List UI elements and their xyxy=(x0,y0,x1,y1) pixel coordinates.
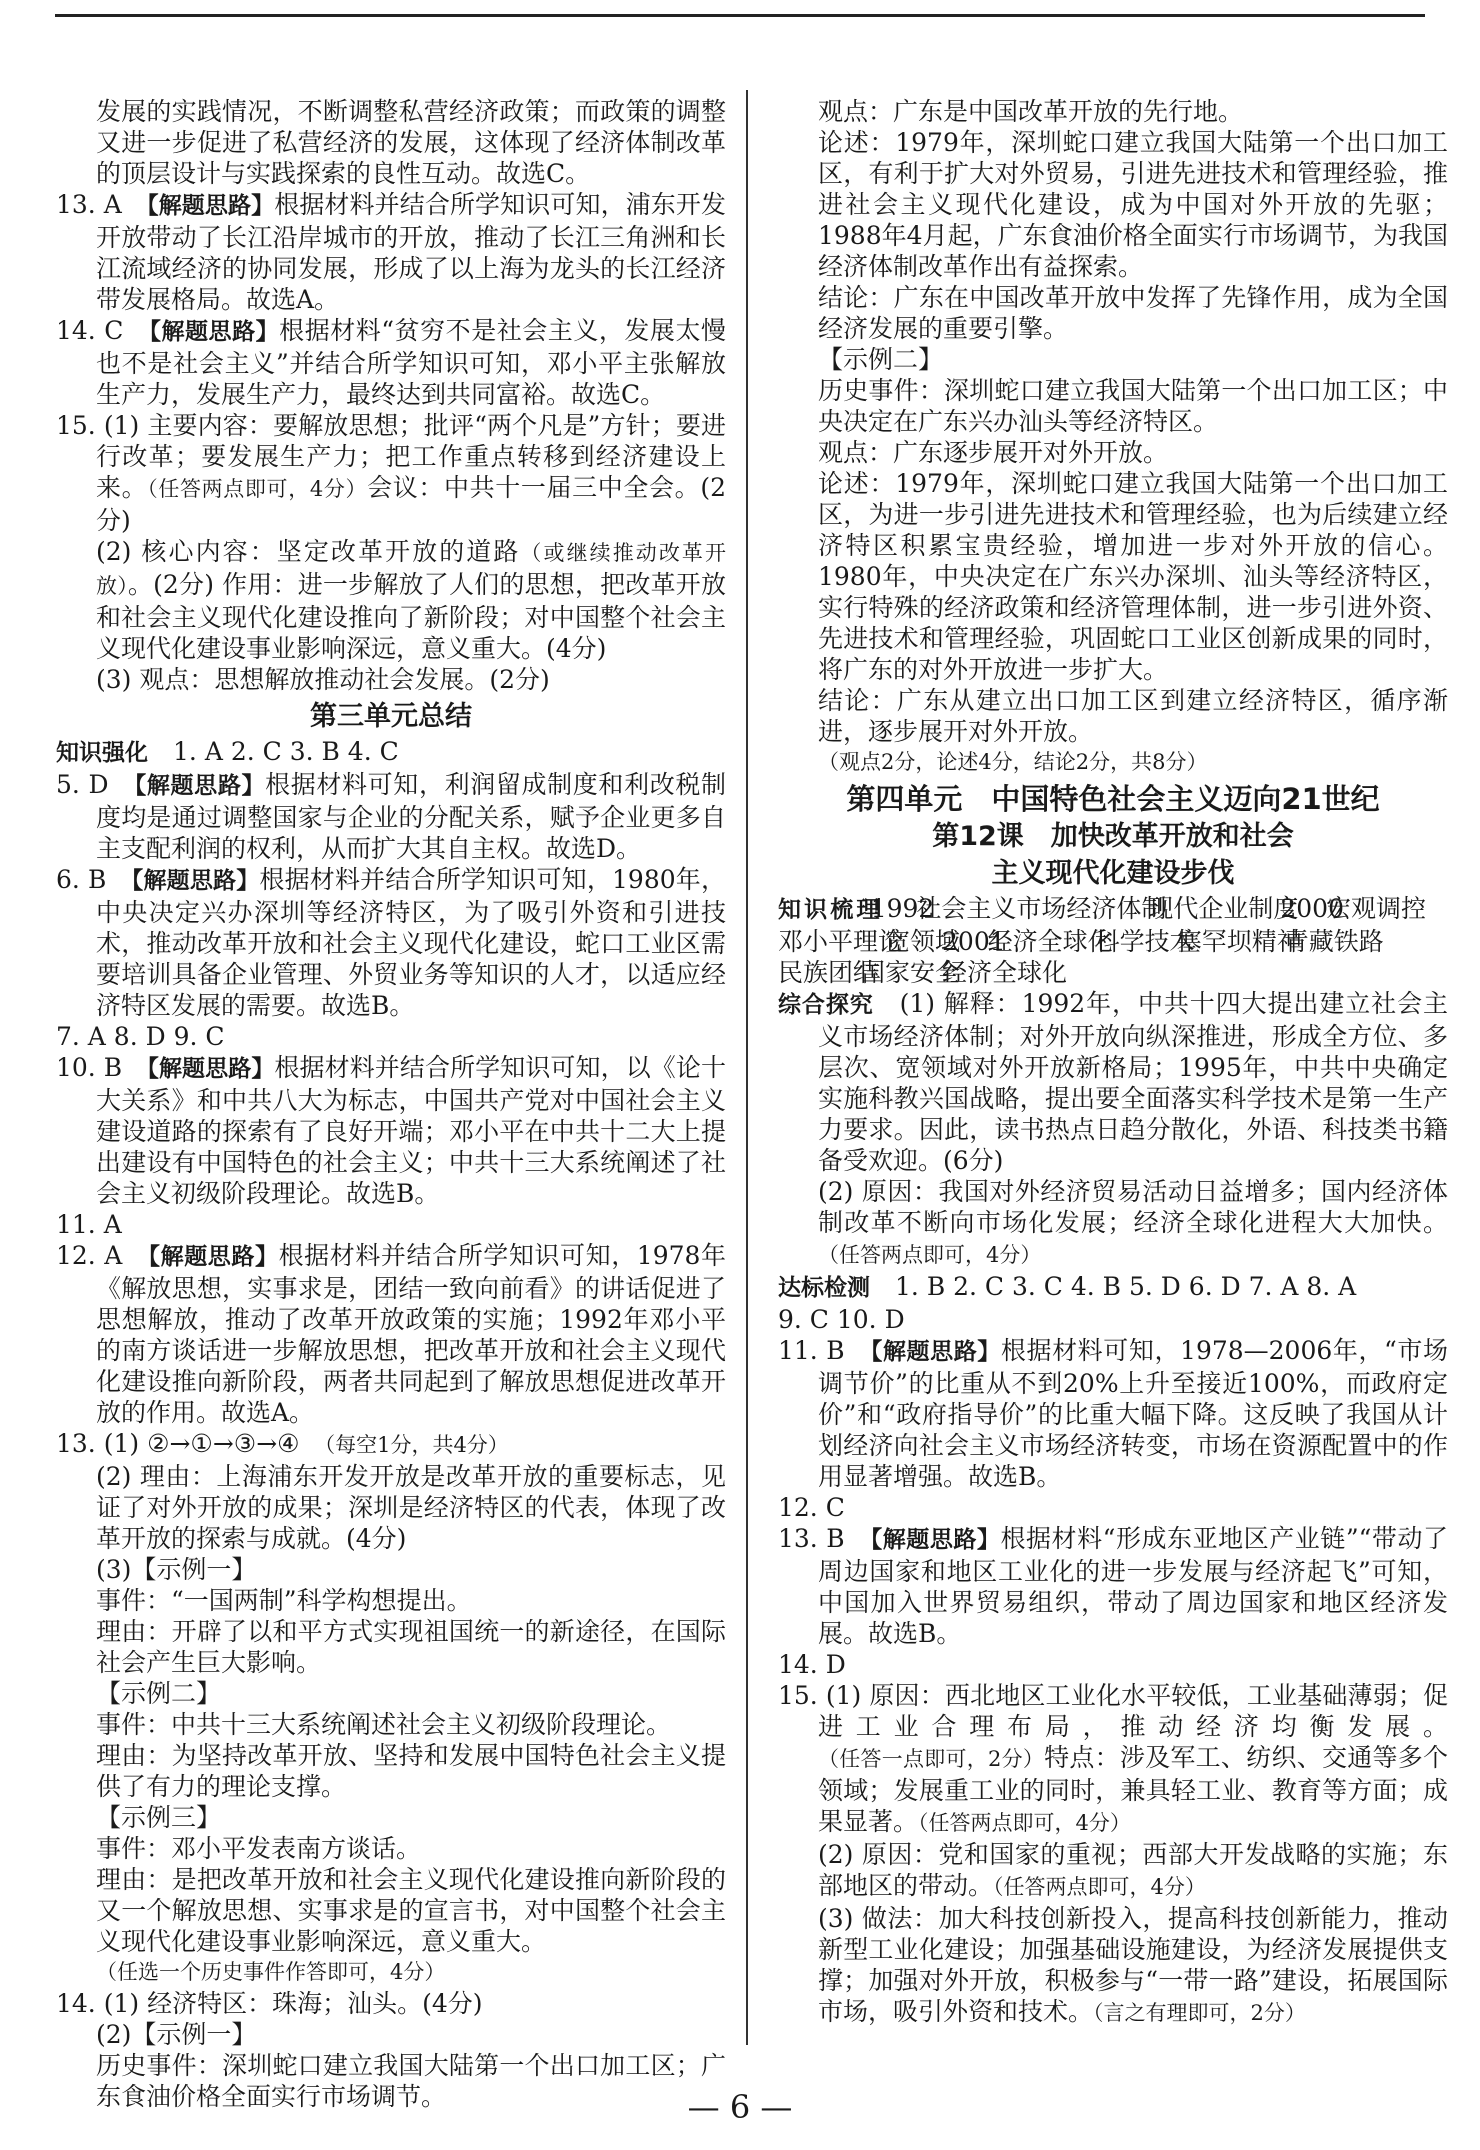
lesson-title-line2: 主义现代化建设步伐 xyxy=(991,858,1235,889)
answer-7-9: 7. A 8. D 9. C xyxy=(56,1022,225,1051)
lesson-title: 第12课 加快改革开放和社会 xyxy=(932,821,1294,852)
example-3: 【示例三】 xyxy=(96,1803,222,1832)
knowledge-outline: 知识梳理 1992社会主义市场经济体制现代企业制度2000宏观调控邓小平理论宽领域2001经济全球化科学技术塞罕坝精神青藏铁路民族团结国家安全经济全球化 xyxy=(778,894,1426,987)
right-column xyxy=(778,96,1448,2029)
example-reason: 理由：开辟了以和平方式实现祖国统一的新途径，在国际社会产生巨大影响。 xyxy=(96,1617,726,1677)
answer-15-3: (3) 观点：思想解放推动社会发展。(2分) xyxy=(96,665,550,694)
comprehensive-inquiry-1: 综合探究 (1) 解释：1992年，中共十四大提出建立社会主义市场经济体制；对外开放向纵深推进，形成全方位、多层次、宽领域对外开放新格局；1995年，中共中央确定实施科教兴国战略，提出要全面落实科学技术是第一生产力要求。因此，读书热点日趋分散化，外语、科技类书籍备受欢迎。(6分) xyxy=(778,989,1448,1175)
answer-5: 5. D 【解题思路】根据材料可知，利润留成制度和利改税制度均是通过调整国家与企业的分配关系，赋予企业更多自主支配利润的权利，从而扩大其自主权。故选D。 xyxy=(56,770,726,863)
answer-12: 12. C xyxy=(778,1493,845,1522)
example-2: 【示例二】 xyxy=(96,1679,222,1708)
answer-14: 14. C 【解题思路】根据材料“贫穷不是社会主义，发展太慢也不是社会主义”并结合所学知识可知，邓小平主张解放生产力，发展生产力，最终达到共同富裕。故选C。 xyxy=(56,316,726,409)
knowledge-reinforce: 知识强化 1. A 2. C 3. B 4. C xyxy=(56,737,399,766)
viewpoint: 观点：广东是中国改革开放的先行地。 xyxy=(818,97,1244,126)
answer-13-2: (2) 理由：上海浦东开发开放是改革开放的重要标志，见证了对外开放的成果；深圳是经济特区的代表，体现了改革开放的探索与成就。(4分) xyxy=(96,1462,726,1553)
answer-6: 6. B 【解题思路】根据材料并结合所学知识可知，1980年，中央决定兴办深圳等经济特区，为了吸引外资和引进技术，推动改革开放和社会主义现代化建设，蛇口工业区需要培训具备企业管理、外贸业务等知识的人才，以适应经济特区发展的需要。故选B。 xyxy=(56,865,726,1020)
answer-14: 14. D xyxy=(778,1650,846,1679)
unit3-summary-title: 第三单元总结 xyxy=(310,701,472,732)
answer-13: 13. A 【解题思路】根据材料并结合所学知识可知，浦东开发开放带动了长江沿岸城市的开放，推动了长江三角洲和长江流域经济的协同发展，形成了以上海为龙头的长江经济带发展格局。故选A。 xyxy=(56,190,726,314)
answer-11: 11. B 【解题思路】根据材料可知，1978—2006年，“市场调节价”的比重从不到20%上升至接近100%，而政府定价”和“政府指导价”的比重大幅下降。这反映了我国从计划经济向社会主义市场经济转变，市场在资源配置中的作用显著增强。故选B。 xyxy=(778,1336,1449,1491)
answer-14-2: (2)【示例一】 xyxy=(96,2020,257,2049)
answer-15-1: 15. (1) 原因：西北地区工业化水平较低，工业基础薄弱；促进工业合理布局，推动经济均衡发展。（任答一点即可，2分）特点：涉及军工、纺织、交通等多个领域；发展重工业的同时，兼具轻工业、教育等方面；成果显著。（任答两点即可，4分） xyxy=(778,1681,1448,1836)
example-event: 事件：“一国两制”科学构想提出。 xyxy=(96,1586,472,1615)
example-event: 历史事件：深圳蛇口建立我国大陆第一个出口加工区；中央决定在广东兴办汕头等经济特区。 xyxy=(818,376,1448,436)
left-column xyxy=(56,96,726,2112)
answer-10: 10. B 【解题思路】根据材料并结合所学知识可知，以《论十大关系》和中共八大为标志，中国共产党对中国社会主义建设道路的探索有了良好开端；邓小平在中共十二大上提出建设有中国特色的社会主义；中共十三大系统阐述了社会主义初级阶段理论。故选B。 xyxy=(56,1053,726,1208)
example-reason: 理由：为坚持改革开放、坚持和发展中国特色社会主义提供了有力的理论支撑。 xyxy=(96,1741,726,1801)
example-2: 【示例二】 xyxy=(818,345,944,374)
page-number: — 6 — xyxy=(687,2088,793,2126)
scoring-note: （观点2分，论述4分，结论2分，共8分） xyxy=(818,750,1208,774)
scoring-note: （任选一个历史事件作答即可，4分） xyxy=(96,1960,446,1984)
answer-13-3: (3)【示例一】 xyxy=(96,1555,257,1584)
answer-15-2: (2) 核心内容：坚定改革开放的道路（或继续推动改革开放）。(2分) 作用：进一步解放了人们的思想，把改革开放和社会主义现代化建设推向了新阶段；对中国整个社会主义现代化建设事业影响深远，意义重大。(4分) xyxy=(96,537,726,663)
answer-12: 12. A 【解题思路】根据材料并结合所学知识可知，1978年《解放思想，实事求是，团结一致向前看》的讲话促进了思想解放，推动了改革开放政策的实施；1992年邓小平的南方谈话进一步解放思想，把改革开放和社会主义现代化建设推向新阶段，两者共同起到了解放思想促进改革开放的作用。故选A。 xyxy=(56,1241,727,1427)
top-rule xyxy=(55,14,1425,17)
example-event: 历史事件：深圳蛇口建立我国大陆第一个出口加工区；广东食油价格全面实行市场调节。 xyxy=(96,2051,726,2111)
standard-test: 达标检测 1. B 2. C 3. C 4. B 5. D 6. D 7. A 8. A xyxy=(778,1272,1357,1301)
answer-13-1: 13. (1) ②→①→③→④ （每空1分，共4分） xyxy=(56,1429,509,1458)
standard-test-2: 9. C 10. D xyxy=(778,1305,905,1334)
example-event: 事件：中共十三大系统阐述社会主义初级阶段理论。 xyxy=(96,1710,672,1739)
answer-13: 13. B 【解题思路】根据材料“形成东亚地区产业链”“带动了周边国家和地区工业化的进一步发展与经济起飞”可知，中国加入世界贸易组织，带动了周边国家和地区经济发展。故选B。 xyxy=(778,1524,1449,1648)
answer-15-3: (3) 做法：加大科技创新投入，提高科技创新能力，推动新型工业化建设；加强基础设施建设，为经济发展提供支撑；加强对外开放，积极参与“一带一路”建设，拓展国际市场，吸引外资和技术。（言之有理即可，2分） xyxy=(818,1904,1448,2026)
unit4-title: 第四单元 中国特色社会主义迈向21世纪 xyxy=(846,782,1380,816)
paragraph: 发展的实践情况，不断调整私营经济政策；而政策的调整又进一步促进了私营经济的发展，这体现了经济体制改革的顶层设计与实践探索的良性互动。故选C。 xyxy=(96,97,726,188)
answer-14-1: 14. (1) 经济特区：珠海；汕头。(4分) xyxy=(56,1989,483,2018)
column-divider xyxy=(746,90,748,2045)
example-reason: 理由：是把改革开放和社会主义现代化建设推向新阶段的又一个解放思想、实事求是的宣言书，对中国整个社会主义现代化建设事业影响深远，意义重大。 xyxy=(96,1865,726,1956)
argument: 论述：1979年，深圳蛇口建立我国大陆第一个出口加工区，有利于扩大对外贸易，引进先进技术和管理经验，推进社会主义现代化建设，成为中国对外开放的先驱；1988年4月起，广东食油价格全面实行市场调节，为我国经济体制改革作出有益探索。 xyxy=(818,128,1448,281)
comprehensive-inquiry-2: (2) 原因：我国对外经济贸易活动日益增多；国内经济体制改革不断向市场化发展；经济全球化进程大大加快。（任答两点即可，4分） xyxy=(818,1177,1448,1267)
answer-11: 11. A xyxy=(56,1210,122,1239)
answer-15-1: 15. (1) 主要内容：要解放思想；批评“两个凡是”方针；要进行改革；要发展生产力；把工作重点转移到经济建设上来。（任答两点即可，4分）会议：中共十一届三中全会。(2分) xyxy=(56,411,726,535)
argument: 论述：1979年，深圳蛇口建立我国大陆第一个出口加工区，为进一步引进先进技术和管理经验，也为后续建立经济特区积累宝贵经验，增加进一步对外开放的信心。1980年，中央决定在广东兴办深圳、汕头等经济特区，实行特殊的经济政策和经济管理体制，进一步引进外资、先进技术和管理经验，巩固蛇口工业区创新成果的同时，将广东的对外开放进一步扩大。 xyxy=(818,469,1448,684)
viewpoint: 观点：广东逐步展开对外开放。 xyxy=(818,438,1169,467)
conclusion: 结论：广东在中国改革开放中发挥了先锋作用，成为全国经济发展的重要引擎。 xyxy=(818,283,1448,343)
answer-15-2: (2) 原因：党和国家的重视；西部大开发战略的实施；东部地区的带动。（任答两点即可，4分） xyxy=(818,1840,1448,1900)
conclusion: 结论：广东从建立出口加工区到建立经济特区，循序渐进，逐步展开对外开放。 xyxy=(818,686,1448,746)
example-event: 事件：邓小平发表南方谈话。 xyxy=(96,1834,422,1863)
